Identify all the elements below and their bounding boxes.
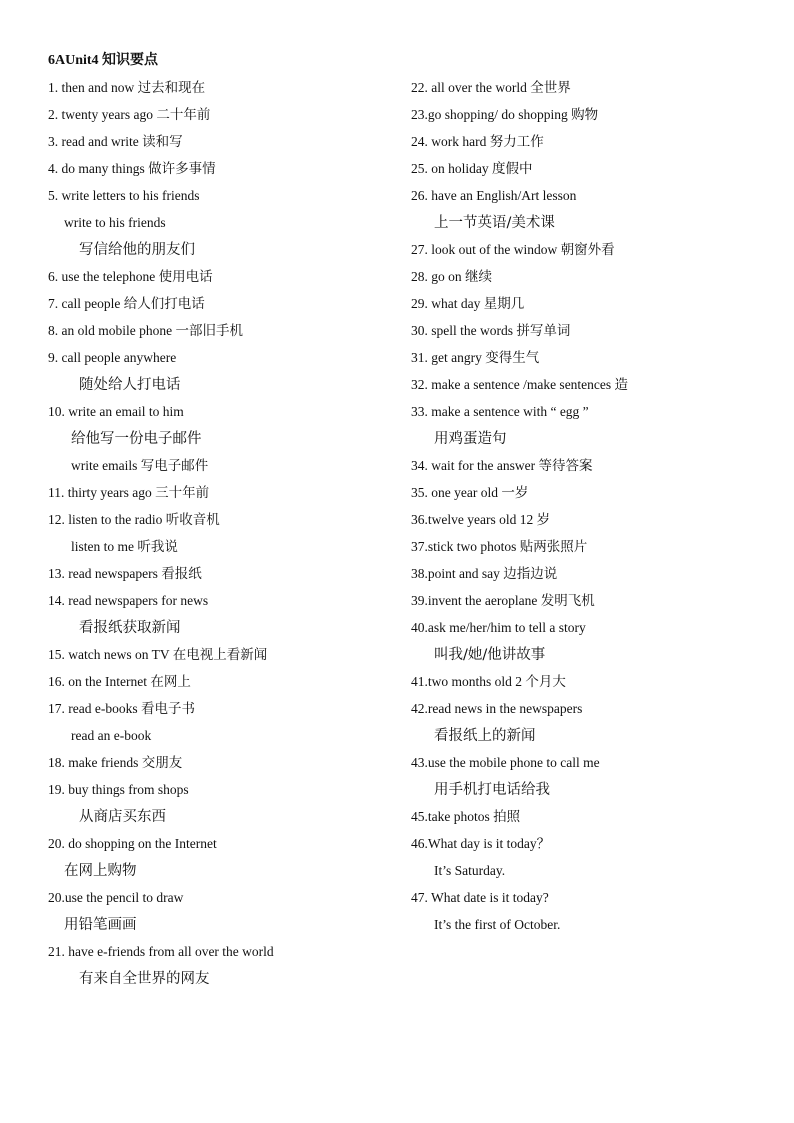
list-item: 4. do many things 做许多事情 xyxy=(48,161,216,176)
list-item: 6. use the telephone 使用电话 xyxy=(48,269,213,284)
list-item: 11. thirty years ago 三十年前 xyxy=(48,485,210,500)
list-item: 46.What day is it today？ xyxy=(411,836,551,851)
list-item: 17. read e-books 看电子书 xyxy=(48,701,195,716)
list-item: 13. read newspapers 看报纸 xyxy=(48,566,202,581)
list-item: 20. do shopping on the Internet xyxy=(48,836,217,851)
list-item: 5. write letters to his friends xyxy=(48,188,200,203)
list-item-continuation: write emails 写电子邮件 xyxy=(71,458,209,473)
vocabulary-list-right xyxy=(411,77,771,941)
list-item: 1. then and now 过去和现在 xyxy=(48,80,206,95)
list-item: 16. on the Internet 在网上 xyxy=(48,674,191,689)
list-item: 14. read newspapers for news xyxy=(48,593,209,608)
list-item: 15. watch news on TV 在电视上看新闻 xyxy=(48,647,268,662)
list-item: 36.twelve years old 12 岁 xyxy=(411,512,551,527)
list-item: 43.use the mobile phone to call me xyxy=(411,755,600,770)
list-item-continuation: It’s Saturday. xyxy=(434,863,506,878)
list-item-translation: 有来自全世界的网友 xyxy=(79,971,210,987)
list-item-translation: 从商店买东西 xyxy=(79,809,166,825)
list-item: 33. make a sentence with “ egg ” xyxy=(411,404,589,419)
list-item-translation: 用手机打电话给我 xyxy=(434,782,550,798)
list-item: 47. What date is it today? xyxy=(411,890,549,905)
list-item: 28. go on 继续 xyxy=(411,269,492,284)
list-item: 29. what day 星期几 xyxy=(411,296,525,311)
list-item-translation: 用鸡蛋造句 xyxy=(434,431,507,447)
document-title: 6AUnit4 知识要点 xyxy=(48,53,159,68)
list-item: 10. write an email to him xyxy=(48,404,184,419)
list-item: 37.stick two photos 贴两张照片 xyxy=(411,539,588,554)
list-item: 2. twenty years ago 二十年前 xyxy=(48,107,211,122)
list-item: 40.ask me/her/him to tell a story xyxy=(411,620,586,635)
list-item: 45.take photos 拍照 xyxy=(411,809,521,824)
list-item-continuation: listen to me 听我说 xyxy=(71,539,178,554)
list-item: 12. listen to the radio 听收音机 xyxy=(48,512,220,527)
list-item: 35. one year old 一岁 xyxy=(411,485,529,500)
list-item: 32. make a sentence /make sentences 造 xyxy=(411,377,629,392)
list-item: 31. get angry 变得生气 xyxy=(411,350,540,365)
vocabulary-list-left xyxy=(48,77,393,995)
list-item: 21. have e-friends from all over the world xyxy=(48,944,274,959)
list-item-translation: 随处给人打电话 xyxy=(79,377,181,393)
list-item-translation: 上一节英语/美术课 xyxy=(434,215,555,231)
list-item-continuation: It’s the first of October. xyxy=(434,917,561,932)
list-item-translation: 用铅笔画画 xyxy=(64,917,137,933)
list-item-translation: 写信给他的朋友们 xyxy=(79,242,195,258)
list-item: 39.invent the aeroplane 发明飞机 xyxy=(411,593,595,608)
list-item: 41.two months old 2 个月大 xyxy=(411,674,566,689)
list-item: 8. an old mobile phone 一部旧手机 xyxy=(48,323,243,338)
list-item-translation: 看报纸获取新闻 xyxy=(79,620,181,636)
list-item: 24. work hard 努力工作 xyxy=(411,134,544,149)
list-item-translation: 在网上购物 xyxy=(64,863,137,879)
list-item: 18. make friends 交朋友 xyxy=(48,755,183,770)
list-item: 30. spell the words 拼写单词 xyxy=(411,323,571,338)
list-item: 42.read news in the newspapers xyxy=(411,701,583,716)
list-item: 22. all over the world 全世界 xyxy=(411,80,571,95)
list-item-translation: 看报纸上的新闻 xyxy=(434,728,536,744)
list-item: 25. on holiday 度假中 xyxy=(411,161,533,176)
list-item: 20.use the pencil to draw xyxy=(48,890,184,905)
list-item: 3. read and write 读和写 xyxy=(48,134,183,149)
list-item-translation: 叫我/她/他讲故事 xyxy=(434,647,546,663)
list-item-translation: 给他写一份电子邮件 xyxy=(71,431,202,447)
list-item: 34. wait for the answer 等待答案 xyxy=(411,458,593,473)
list-item: 9. call people anywhere xyxy=(48,350,177,365)
list-item: 27. look out of the window 朝窗外看 xyxy=(411,242,615,257)
list-item: 38.point and say 边指边说 xyxy=(411,566,558,581)
list-item: 7. call people 给人们打电话 xyxy=(48,296,205,311)
list-item-continuation: read an e-book xyxy=(71,728,152,743)
list-item-continuation: write to his friends xyxy=(64,215,166,230)
list-item: 19. buy things from shops xyxy=(48,782,189,797)
list-item: 23.go shopping/ do shopping 购物 xyxy=(411,107,599,122)
list-item: 26. have an English/Art lesson xyxy=(411,188,577,203)
